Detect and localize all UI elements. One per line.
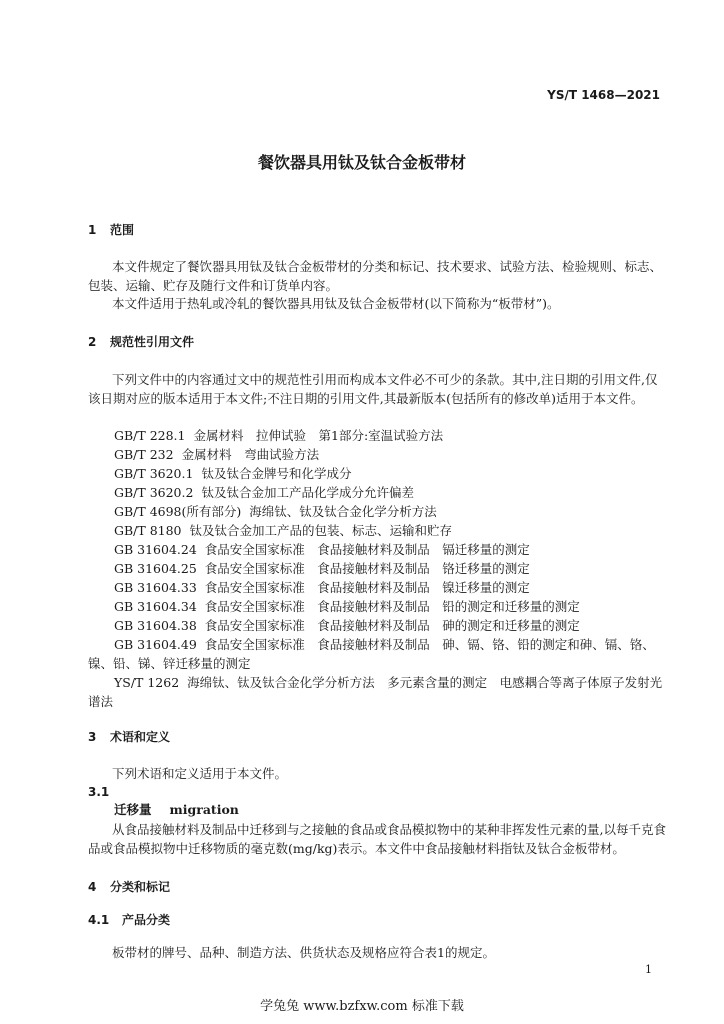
subsection-3-1-number: 3.1: [88, 785, 110, 799]
reference-code: GB 31604.38: [114, 618, 197, 633]
reference-title: 食品安全国家标准 食品接触材料及制品 铅的测定和迁移量的测定: [204, 599, 580, 614]
subsection-4-1-heading: [88, 911, 170, 928]
reference-item: [114, 559, 530, 578]
reference-title: 钛及钛合金加工产品化学成分允许偏差: [201, 485, 414, 500]
section-1-heading: [88, 221, 134, 238]
section-1-paragraph-2: 本文件适用于热轧或冷轧的餐饮器具用钛及钛合金板带材(以下简称为“板带材”)。: [112, 296, 560, 311]
reference-title: 食品安全国家标准 食品接触材料及制品 镍迁移量的测定: [204, 580, 530, 595]
reference-item: [114, 616, 580, 635]
section-3-intro: 下列术语和定义适用于本文件。: [112, 766, 288, 781]
reference-code: GB/T 228.1: [114, 428, 186, 443]
subsection-title: 产品分类: [122, 913, 171, 927]
reference-title: 海绵钛、钛及钛合金化学分析方法: [249, 504, 437, 519]
section-number: 2: [88, 335, 97, 349]
reference-code: GB 31604.25: [114, 561, 197, 576]
section-1-paragraph-1: 本文件规定了餐饮器具用钛及钛合金板带材的分类和标记、技术要求、试验方法、检验规则、标志、包装、运输、贮存及随行文件和订货单内容。: [88, 259, 663, 293]
reference-title: 食品安全国家标准 食品接触材料及制品 砷的测定和迁移量的测定: [204, 618, 580, 633]
reference-item: [114, 502, 437, 521]
reference-item: [114, 540, 530, 559]
reference-code: YS/T 1262: [114, 675, 180, 690]
term-chinese: 迁移量: [114, 802, 152, 817]
term-entry: [114, 800, 239, 819]
term-english: migration: [169, 802, 239, 817]
subsection-number: 4.1: [88, 913, 110, 927]
section-title: 术语和定义: [110, 730, 171, 744]
reference-item: [114, 426, 443, 445]
reference-title: 食品安全国家标准 食品接触材料及制品 砷、镉、铬、铅的测定和砷、镉、铬、镍、铅、锑、锌迁移量的测定: [88, 637, 655, 671]
reference-title: 食品安全国家标准 食品接触材料及制品 铬迁移量的测定: [204, 561, 530, 576]
reference-item: [88, 635, 666, 673]
reference-code: GB/T 8180: [114, 523, 182, 538]
reference-title: 金属材料 弯曲试验方法: [181, 447, 320, 462]
reference-code: GB 31604.33: [114, 580, 197, 595]
reference-item: [114, 483, 414, 502]
reference-title: 金属材料 拉伸试验 第1部分:室温试验方法: [193, 428, 444, 443]
page-number: 1: [645, 963, 652, 976]
reference-title: 钛及钛合金牌号和化学成分: [201, 466, 352, 481]
footer-watermark: 学兔兔 www.bzfxw.com 标准下载: [260, 999, 464, 1014]
reference-item: [114, 521, 452, 540]
reference-code: GB/T 3620.2: [114, 485, 194, 500]
section-number: 4: [88, 880, 97, 894]
reference-code: GB/T 3620.1: [114, 466, 194, 481]
section-number: 3: [88, 730, 97, 744]
reference-code: GB 31604.24: [114, 542, 197, 557]
section-title: 规范性引用文件: [110, 335, 195, 349]
reference-code: GB 31604.34: [114, 599, 197, 614]
reference-code: GB/T 4698(所有部分): [114, 504, 242, 519]
section-2-intro: 下列文件中的内容通过文中的规范性引用而构成本文件必不可少的条款。其中,注日期的引用文件,仅该日期对应的版本适用于本文件;不注日期的引用文件,其最新版本(包括所有的修改单)适用于本文件。: [88, 372, 658, 406]
section-4-paragraph-1: 板带材的牌号、品种、制造方法、供货状态及规格应符合表1的规定。: [112, 945, 495, 960]
reference-item: [114, 578, 530, 597]
section-2-heading: [88, 333, 194, 350]
section-title: 范围: [110, 223, 135, 237]
section-4-heading: [88, 878, 170, 895]
reference-title: 海绵钛、钛及钛合金化学分析方法 多元素含量的测定 电感耦合等离子体原子发射光谱法: [88, 675, 663, 709]
section-3-heading: [88, 728, 170, 745]
reference-item: [88, 673, 666, 711]
section-number: 1: [88, 223, 97, 237]
reference-code: GB 31604.49: [114, 637, 197, 652]
reference-code: GB/T 232: [114, 447, 174, 462]
document-title: 餐饮器具用钛及钛合金板带材: [257, 153, 466, 172]
reference-title: 钛及钛合金加工产品的包装、标志、运输和贮存: [189, 523, 453, 538]
section-title: 分类和标记: [110, 880, 171, 894]
reference-title: 食品安全国家标准 食品接触材料及制品 镉迁移量的测定: [204, 542, 530, 557]
term-definition: 从食品接触材料及制品中迁移到与之接触的食品或食品模拟物中的某种非挥发性元素的量,以每千克食品或食品模拟物中迁移物质的毫克数(mg/kg)表示。本文件中食品接触材料指钛及钛合金板带材。: [88, 822, 666, 856]
reference-item: [114, 464, 351, 483]
standard-number: YS/T 1468—2021: [547, 88, 660, 102]
reference-item: [114, 445, 319, 464]
reference-item: [114, 597, 580, 616]
